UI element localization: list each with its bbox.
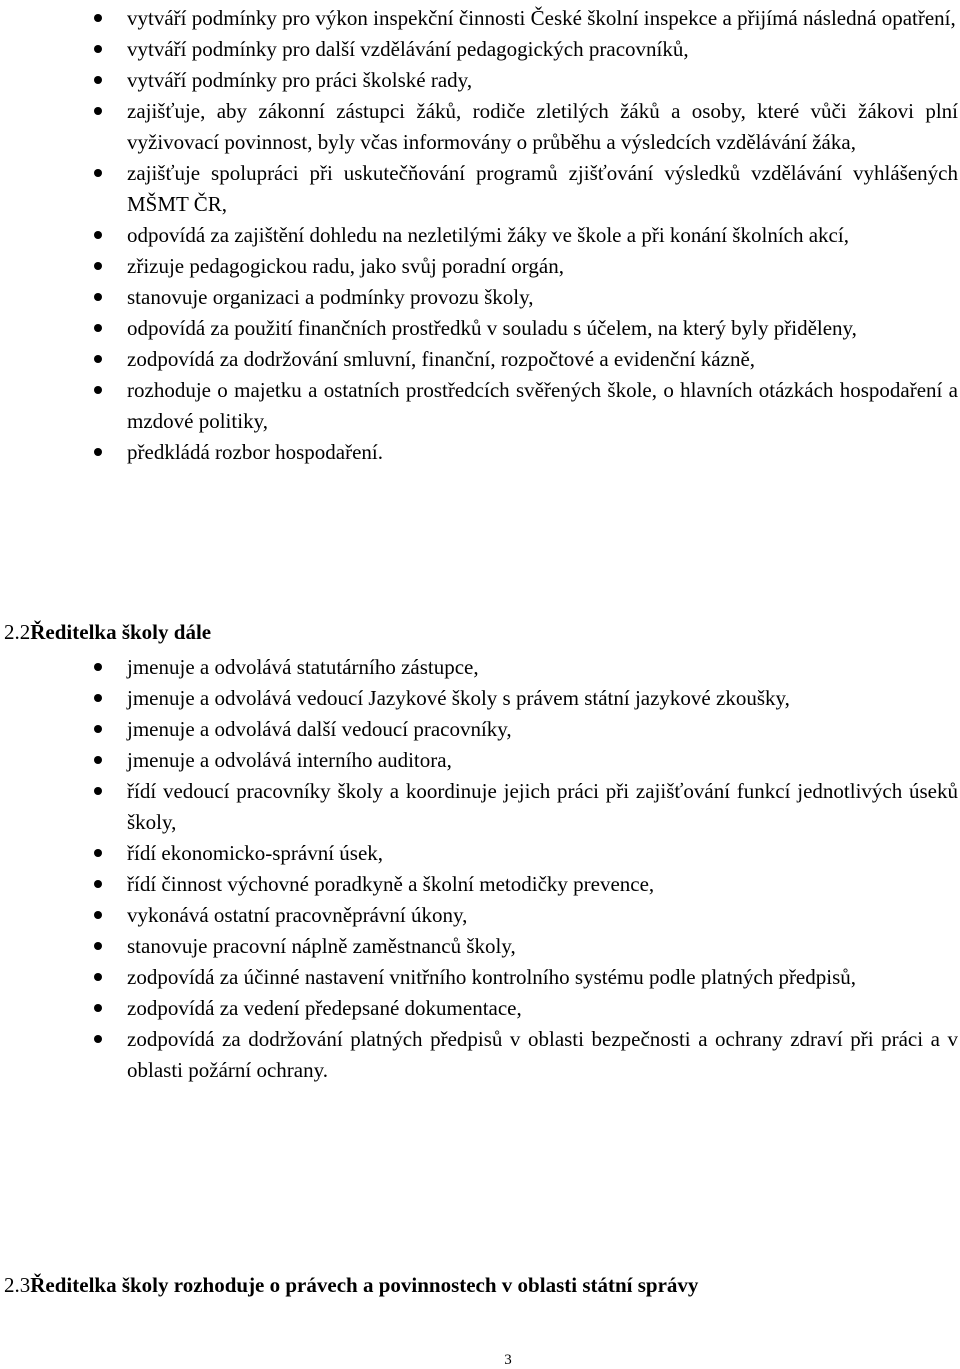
list-item: řídí ekonomicko-správní úsek, (0, 838, 960, 869)
bullet-icon (94, 849, 102, 857)
list-item: řídí vedoucí pracovníky školy a koordinuje jejich práci při zajišťování funkcí jednotlivých úseků školy, (0, 776, 960, 838)
section-heading-2-3 (4, 1273, 698, 1298)
section-number: 2.3 (4, 1273, 31, 1297)
bullet-icon (94, 324, 102, 332)
bullet-icon (94, 663, 102, 671)
list-item: stanovuje organizaci a podmínky provozu školy, (0, 282, 960, 313)
list-item: vytváří podmínky pro výkon inspekční činnosti České školní inspekce a přijímá následná opatření, (0, 3, 960, 34)
list-item: rozhoduje o majetku a ostatních prostředcích svěřených škole, o hlavních otázkách hospodaření a mzdové politiky, (0, 375, 960, 437)
page-number: 3 (504, 1352, 512, 1368)
director-duties-list (0, 3, 960, 468)
bullet-icon (94, 76, 102, 84)
list-item: jmenuje a odvolává interního auditora, (0, 745, 960, 776)
bullet-icon (94, 756, 102, 764)
bullet-icon (94, 973, 102, 981)
list-item: odpovídá za zajištění dohledu na nezletilými žáky ve škole a při konání školních akcí, (0, 220, 960, 251)
list-item: zodpovídá za účinné nastavení vnitřního kontrolního systému podle platných předpisů, (0, 962, 960, 993)
bullet-icon (94, 694, 102, 702)
section-heading-2-2 (4, 620, 211, 645)
bullet-icon (94, 262, 102, 270)
list-item: odpovídá za použití finančních prostředků v souladu s účelem, na který byly přiděleny, (0, 313, 960, 344)
bullet-icon (94, 169, 102, 177)
director-further-duties-list (0, 652, 960, 1086)
list-item: jmenuje a odvolává statutárního zástupce, (0, 652, 960, 683)
list-item: jmenuje a odvolává další vedoucí pracovníky, (0, 714, 960, 745)
bullet-icon (94, 386, 102, 394)
section-title: Ředitelka školy rozhoduje o právech a povinnostech v oblasti státní správy (30, 1273, 699, 1297)
list-item: vytváří podmínky pro práci školské rady, (0, 65, 960, 96)
list-item: jmenuje a odvolává vedoucí Jazykové školy s právem státní jazykové zkoušky, (0, 683, 960, 714)
list-item: zodpovídá za vedení předepsané dokumentace, (0, 993, 960, 1024)
bullet-icon (94, 293, 102, 301)
bullet-icon (94, 14, 102, 22)
bullet-icon (94, 942, 102, 950)
section-title: Ředitelka školy dále (30, 620, 212, 644)
list-item: předkládá rozbor hospodaření. (0, 437, 960, 468)
bullet-icon (94, 787, 102, 795)
bullet-icon (94, 1035, 102, 1043)
list-item: zodpovídá za dodržování smluvní, finanční, rozpočtové a evidenční kázně, (0, 344, 960, 375)
list-item: vykonává ostatní pracovněprávní úkony, (0, 900, 960, 931)
list-item: zajišťuje spolupráci při uskutečňování programů zjišťování výsledků vzdělávání vyhlášených MŠMT ČR, (0, 158, 960, 220)
list-item: zřizuje pedagogickou radu, jako svůj poradní orgán, (0, 251, 960, 282)
bullet-icon (94, 231, 102, 239)
list-item: zajišťuje, aby zákonní zástupci žáků, rodiče zletilých žáků a osoby, které vůči žákovi plní vyživovací povinnost, byly včas informovány o průběhu a výsledcích vzdělávání žáka, (0, 96, 960, 158)
bullet-icon (94, 880, 102, 888)
bullet-icon (94, 355, 102, 363)
bullet-icon (94, 911, 102, 919)
list-item: vytváří podmínky pro další vzdělávání pedagogických pracovníků, (0, 34, 960, 65)
section-number: 2.2 (4, 620, 31, 644)
bullet-icon (94, 1004, 102, 1012)
bullet-icon (94, 45, 102, 53)
list-item: stanovuje pracovní náplně zaměstnanců školy, (0, 931, 960, 962)
bullet-icon (94, 725, 102, 733)
list-item: zodpovídá za dodržování platných předpisů v oblasti bezpečnosti a ochrany zdraví při práci a v oblasti požární ochrany. (0, 1024, 960, 1086)
bullet-icon (94, 448, 102, 456)
bullet-icon (94, 107, 102, 115)
list-item: řídí činnost výchovné poradkyně a školní metodičky prevence, (0, 869, 960, 900)
